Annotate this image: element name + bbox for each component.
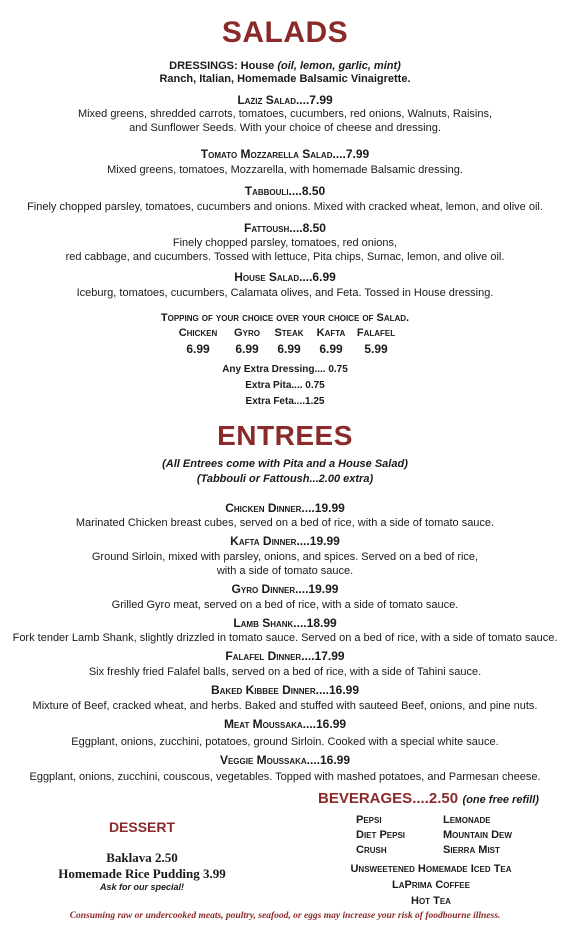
salad-item-name: Fattoush....8.50 xyxy=(244,221,326,235)
beverages-refill-note: (one free refill) xyxy=(462,794,539,806)
topping-price: 6.99 xyxy=(186,342,210,356)
salad-item-desc xyxy=(0,236,570,264)
salad-desc-line: red cabbage, and cucumbers. Tossed with lettuce, Pita chips, Sumac, lemon, and olive oil. xyxy=(65,251,505,263)
entree-item-name: Chicken Dinner....19.99 xyxy=(225,501,345,515)
entree-item-name: Meat Moussaka....16.99 xyxy=(223,717,347,731)
beverage-item: Crush xyxy=(356,844,387,856)
beverages-header xyxy=(318,790,539,808)
beverages-heading: BEVERAGES xyxy=(318,790,413,807)
entree-item-desc: Grilled Gyro meat, served on a bed of rice, with a side of tomato sauce. xyxy=(111,599,459,611)
dressings-block xyxy=(0,60,570,86)
topping-name: Falafel xyxy=(356,327,396,339)
entree-item-desc: Eggplant, onions, zucchini, potatoes, ground Sirloin. Cooked with a special white sauce. xyxy=(71,736,499,748)
dressings-line-1 xyxy=(0,60,570,73)
entree-desc-line: Ground Sirloin, mixed with parsley, onions, and spices. Served on a bed of rice, xyxy=(91,551,479,563)
beverage-col-1 xyxy=(356,813,405,858)
beverage-wide-list xyxy=(320,861,542,909)
entrees-note xyxy=(0,457,570,487)
entree-item-desc: Fork tender Lamb Shank, slightly drizzled in tomato sauce. Served on a bed of rice, with a side of tomato sauce. xyxy=(12,632,558,644)
beverages-price: ....2.50 xyxy=(412,790,459,807)
entree-item-desc: Six freshly fried Falafel balls, served on a bed of rice, with a side of Tahini sauce. xyxy=(88,666,482,678)
salad-desc-line: Mixed greens, shredded carrots, tomatoes, cucumbers, red onions, Walnuts, Raisins, xyxy=(77,108,493,120)
beverage-item: Diet Pepsi xyxy=(356,829,406,841)
extra-item: Extra Pita.... 0.75 xyxy=(245,380,325,391)
extras-list xyxy=(0,362,570,410)
entrees-heading: ENTREES xyxy=(217,420,353,451)
topping-price: 6.99 xyxy=(235,342,259,356)
entree-item-desc: Marinated Chicken breast cubes, served on a bed of rice, with a side of tomato sauce. xyxy=(75,517,495,529)
entrees-note-line: (Tabbouli or Fattoush...2.00 extra) xyxy=(196,473,374,485)
topping-title: Topping of your choice over your choice of Salad. xyxy=(160,312,410,324)
food-safety-warning: Consuming raw or undercooked meats, poultry, seafood, or eggs may increase your risk of foodbourne illness. xyxy=(69,911,501,921)
beverage-item: Mountain Dew xyxy=(443,829,512,841)
house-dressing-detail: (oil, lemon, garlic, mint) xyxy=(277,60,401,72)
salad-desc-line: and Sunflower Seeds. With your choice of cheese and dressing. xyxy=(129,122,441,134)
salad-item-name: Laziz Salad....7.99 xyxy=(237,93,333,107)
salad-item-desc xyxy=(0,107,570,135)
topping-price: 5.99 xyxy=(364,342,388,356)
salad-item-desc: Finely chopped parsley, tomatoes, cucumbers and onions. Mixed with cracked wheat, lemon, and olive oil. xyxy=(27,201,543,213)
salad-item-desc: Iceburg, tomatoes, cucumbers, Calamata olives, and Feta. Tossed in House dressing. xyxy=(76,287,494,299)
beverage-item: Lemonade xyxy=(443,814,491,826)
entree-item-name: Lamb Shank....18.99 xyxy=(233,616,337,630)
topping-name: Gyro xyxy=(234,327,260,339)
dressings-label: DRESSINGS: House xyxy=(169,60,278,72)
salad-item-desc: Mixed greens, tomatoes, Mozzarella, with homemade Balsamic dressing. xyxy=(107,164,463,176)
entree-item-desc: Mixture of Beef, cracked wheat, and herbs. Baked and stuffed with sauteed Beef, onions, and pine nuts. xyxy=(32,700,538,712)
entree-item-name: Kafta Dinner....19.99 xyxy=(230,534,340,548)
entree-item-name: Gyro Dinner....19.99 xyxy=(231,582,339,596)
topping-price: 6.99 xyxy=(277,342,301,356)
topping-name: Chicken xyxy=(178,327,218,339)
entree-item-name: Veggie Moussaka....16.99 xyxy=(219,753,351,767)
entree-item-name: Falafel Dinner....17.99 xyxy=(225,649,345,663)
salad-desc-line: Finely chopped parsley, tomatoes, red onions, xyxy=(172,237,398,249)
topping-name: Kafta xyxy=(316,327,346,339)
salad-item-name: Tomato Mozzarella Salad....7.99 xyxy=(200,147,370,161)
dessert-heading: DESSERT xyxy=(108,819,176,835)
topping-name: Steak xyxy=(274,327,304,339)
salad-item-name: House Salad....6.99 xyxy=(234,270,336,284)
dressings-line-2: Ranch, Italian, Homemade Balsamic Vinaigrette. xyxy=(159,73,411,85)
entree-item-name: Baked Kibbee Dinner....16.99 xyxy=(210,683,360,697)
beverage-item: Pepsi xyxy=(356,814,382,826)
topping-price: 6.99 xyxy=(319,342,343,356)
salads-heading: SALADS xyxy=(221,16,349,49)
beverage-item: LaPrima Coffee xyxy=(392,879,470,891)
entree-item-desc xyxy=(0,550,570,578)
dessert-note: Ask for our special! xyxy=(99,882,185,892)
dessert-item: Homemade Rice Pudding 3.99 xyxy=(58,866,226,881)
beverage-col-2 xyxy=(443,813,512,858)
entree-desc-line: with a side of tomato sauce. xyxy=(216,565,354,577)
entree-item-desc: Eggplant, onions, zucchini, couscous, vegetables. Topped with mashed potatoes, and Parmesan cheese. xyxy=(29,771,541,783)
dessert-list xyxy=(40,850,244,882)
dessert-item: Baklava 2.50 xyxy=(106,850,178,865)
entrees-note-line: (All Entrees come with Pita and a House Salad) xyxy=(162,458,408,470)
beverage-item: Hot Tea xyxy=(411,895,451,907)
extra-item: Any Extra Dressing.... 0.75 xyxy=(222,364,348,375)
beverage-item: Sierra Mist xyxy=(443,844,500,856)
extra-item: Extra Feta....1.25 xyxy=(245,396,325,407)
beverage-item: Unsweetened Homemade Iced Tea xyxy=(350,863,512,875)
salad-item-name: Tabbouli....8.50 xyxy=(244,184,326,198)
